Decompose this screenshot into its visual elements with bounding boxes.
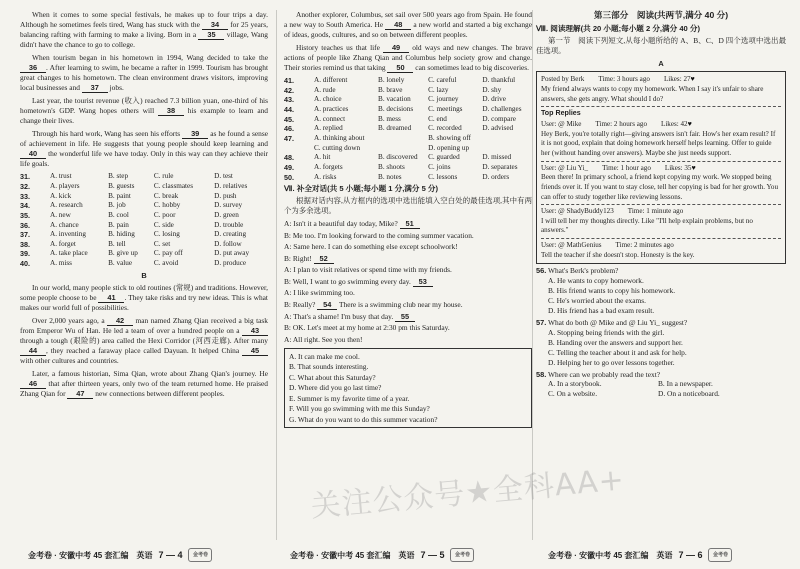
option: C. cutting down <box>314 143 361 152</box>
reply-text: Tell the teacher if she doesn't stop. Honesty is the key. <box>541 250 695 259</box>
option-row <box>20 249 268 259</box>
dialogue-text: B: Me too. I'm looking forward to the coming summer vacation. <box>284 230 474 240</box>
page-number: 7 — 4 <box>158 550 183 560</box>
option: D. separates <box>482 162 518 171</box>
option: B. mess <box>378 114 401 123</box>
questions <box>536 266 786 399</box>
option: A. miss <box>50 259 72 268</box>
box-option: C. What about this Saturday? <box>289 372 376 382</box>
footer-text: 金考卷 · 安徽中考 45 套汇编 英语 <box>290 550 415 560</box>
option: B. hiding <box>108 230 135 239</box>
question-number: 37. <box>20 230 30 240</box>
option: C. Telling the teacher about it and ask for help. <box>548 347 687 357</box>
option: C. set <box>153 239 171 248</box>
dialogue-text: A: I plan to visit relatives or spend time with my friends. <box>284 265 452 275</box>
question-number: 57. <box>536 317 547 327</box>
option: A. forgets <box>314 162 343 171</box>
option: D. survey <box>214 201 243 210</box>
section-intro: 第一节 阅读下列短文,从每小题所给的 A、B、C、D 四个选项中选出最佳选项。 <box>536 35 786 55</box>
post-author: Posted by Berk <box>541 75 585 84</box>
reply-meta <box>541 207 781 217</box>
option: A. chance <box>50 220 79 229</box>
option-row <box>284 115 532 125</box>
question-number: 45. <box>284 114 294 124</box>
box-option: E. Summer is my favorite time of a year. <box>289 393 410 403</box>
options-box <box>284 348 532 427</box>
blank-38: 38 <box>158 107 184 116</box>
option-row <box>20 201 268 211</box>
dialogue-line <box>284 335 532 345</box>
option-row <box>284 153 532 163</box>
box-option: B. That sounds interesting. <box>289 362 369 372</box>
option: C. avoid <box>153 259 179 268</box>
blank-53: 53 <box>413 278 433 287</box>
dialogue-text: B: Right! <box>284 253 314 263</box>
option: A. In a storybook. <box>548 379 602 389</box>
option: D. produce <box>214 259 247 268</box>
option-row <box>20 182 268 192</box>
option: B. tell <box>108 239 126 248</box>
paragraph: Last year, the tourist revenue (收入) reached 7.3 billion yuan, one-third of his hometown's GDP. Wang hopes others will 38 his example to learn and change their lives. <box>20 96 268 126</box>
question-number: 42. <box>284 85 294 95</box>
dialogue-text: There is a swimming club near my house. <box>337 299 463 309</box>
question-number: 44. <box>284 105 294 115</box>
blank-47: 47 <box>67 390 93 399</box>
options-table <box>284 76 532 182</box>
blank-42: 42 <box>107 317 133 326</box>
reply-time: Time: 2 hours ago <box>595 120 647 129</box>
box-option: F. Will you go swimming with me this Sunday? <box>289 404 430 414</box>
dialogue-line <box>284 323 532 333</box>
question-number: 32. <box>20 182 30 191</box>
option: D. thankful <box>482 76 516 85</box>
option: A. forget <box>50 239 76 248</box>
blank-51: 51 <box>400 220 420 229</box>
option-row <box>284 124 532 134</box>
option: C. recorded <box>428 124 462 133</box>
option-row <box>284 144 532 154</box>
option: B. paint <box>108 191 131 200</box>
post-meta <box>541 75 781 85</box>
blank-48: 48 <box>385 21 411 30</box>
option: C. lessons <box>428 172 458 181</box>
option: B. dreamed <box>378 124 412 133</box>
divider <box>541 106 781 107</box>
option: D. creating <box>214 230 247 239</box>
question-text: Where can we probably read the text? <box>548 369 661 379</box>
replies-heading: Top Replies <box>541 109 581 118</box>
option: D. His friend has a bad exam result. <box>548 306 655 316</box>
option: D. advised <box>482 124 514 133</box>
blank-54: 54 <box>317 301 337 310</box>
option: B. His friend wants to copy his homework. <box>548 286 676 296</box>
reply-text: I will tell her my thoughts directly. Like "I'll help explain problems, but no answers." <box>541 216 753 235</box>
option: C. joins <box>428 162 451 171</box>
post-text: My friend always wants to copy my homework. When I say it's unfair to share answers, she gets angry. What should I do? <box>541 85 764 103</box>
blank-43: 43 <box>242 327 268 336</box>
reply-meta <box>541 120 781 130</box>
option: C. careful <box>428 76 457 85</box>
dialogue-line <box>284 254 532 264</box>
option-row <box>284 76 532 86</box>
dialogue-line <box>284 312 532 322</box>
options-table <box>20 172 268 268</box>
option: C. poor <box>153 210 176 219</box>
question-number: 48. <box>284 153 294 163</box>
option: B. Handing over the answers and support her. <box>548 337 683 347</box>
option: D. follow <box>214 239 242 248</box>
question-number: 50. <box>284 172 294 182</box>
dialogue-text: B: OK. Let's meet at my home at 2:30 pm this Saturday. <box>284 323 450 333</box>
option: C. rule <box>153 172 174 181</box>
blank-44: 44 <box>20 347 46 356</box>
option: D. shy <box>482 85 502 94</box>
divider <box>541 161 781 162</box>
divider <box>541 238 781 239</box>
dialogue-text: B: Really? <box>284 299 318 309</box>
dialogue-line <box>284 288 532 298</box>
option-row <box>20 221 268 231</box>
option <box>482 144 532 154</box>
question <box>536 370 786 380</box>
option: B. brave <box>378 85 403 94</box>
option: C. On a website. <box>548 389 598 399</box>
option: A. rude <box>314 85 336 94</box>
option: C. lazy <box>428 85 449 94</box>
option: D. relatives <box>214 182 248 190</box>
reply-meta <box>541 241 781 251</box>
option-row <box>20 172 268 182</box>
dialogue-text: A: I like swimming too. <box>284 288 355 298</box>
option-row <box>284 173 532 183</box>
option: B. guests <box>108 182 135 190</box>
option-row <box>284 163 532 173</box>
dialogue-line <box>284 277 532 287</box>
forum-box <box>536 71 786 264</box>
paragraph: Later, a famous historian, Sima Qian, wrote about Zhang Qian's journey. He 46 that after thirteen years, only two of the team returned home. He praised Zhang Qian for 47 new connections between different peoples. <box>20 368 268 398</box>
reply-likes <box>665 164 696 174</box>
heart-icon: ♥ <box>691 163 696 172</box>
paragraph: Over 2,000 years ago, a 42 man named Zhang Qian received a big task from Emperor Wu of Han. He led a team of over a hundred people on a 43 through a tough (艰险的) area called the Hexi Corridor (河西走廊). After many 44 , they reached a faraway place called Dayuan. It helped China 45 with other cultures and countries. <box>20 315 268 366</box>
option: A. practices <box>314 105 349 114</box>
option: C. guarded <box>428 153 460 162</box>
reply-text: Hey Berk, you're totally right—giving answers isn't fair. How's her exam result? If it is not good, explain that doing homework herself helps learning. Offer to guide her (without handing over answers). Maybe she just needs support. <box>541 129 776 157</box>
option: B. showing off <box>428 134 471 143</box>
option-row <box>20 192 268 202</box>
footer-text: 金考卷 · 安徽中考 45 套汇编 英语 <box>28 550 153 560</box>
option: C. pay off <box>153 249 183 258</box>
reply-time: Time: 1 hour ago <box>602 163 651 172</box>
column-divider <box>276 10 277 540</box>
option: A. thinking about <box>314 134 365 143</box>
box-option: A. It can make me cool. <box>289 351 360 361</box>
question-number: 41. <box>284 76 294 86</box>
option: D. challenges <box>482 105 522 114</box>
option: A. kick <box>50 191 72 200</box>
question-number: 38. <box>20 239 30 249</box>
option: A. inventing <box>50 230 86 239</box>
blank-45: 45 <box>242 347 268 356</box>
question-text: What's Berk's problem? <box>548 266 619 276</box>
option: D. missed <box>482 153 512 162</box>
option: C. break <box>153 191 179 200</box>
option <box>482 134 532 144</box>
likes-count: Likes: 42 <box>661 120 688 129</box>
option: C. He's worried about the exams. <box>548 296 647 306</box>
post-likes: Likes: 27♥ <box>663 75 695 84</box>
paragraph: When it comes to some special festivals, he makes up to four trips a day. Although he sometimes feels tired, Wang has stuck with the 34 for 25 years, balancing rafting with farming to make a living. Born in a 35 village, Wang didn't have the chance to go to college. <box>20 10 268 50</box>
question-number: 49. <box>284 162 294 172</box>
reply-likes <box>661 120 692 130</box>
dialogue-text: A: All right. See you then! <box>284 334 363 344</box>
reply-meta <box>541 164 781 174</box>
question <box>536 266 786 276</box>
option: B. job <box>108 201 126 210</box>
option: A. trust <box>50 172 72 181</box>
dialogue-line <box>284 219 532 229</box>
blank-37: 37 <box>82 84 108 93</box>
option: A. connect <box>314 114 346 123</box>
option <box>378 134 428 144</box>
option: A. research <box>50 201 83 210</box>
option: B. discovered <box>378 153 418 162</box>
option: A. take place <box>50 249 88 258</box>
question-number: 56. <box>536 266 547 276</box>
option: D. Helping her to go over lessons together. <box>548 357 675 367</box>
option: B. notes <box>378 172 402 181</box>
watermark: 关注公众号★全科AA+ <box>309 462 627 525</box>
option: A. new <box>50 210 71 219</box>
heart-icon: ♥ <box>690 75 695 84</box>
option: A. hit <box>314 153 331 162</box>
blank-40: 40 <box>20 150 46 159</box>
question-number: 31. <box>20 172 30 182</box>
option <box>378 144 428 154</box>
paragraph: Another explorer, Columbus, set sail over 500 years ago from Spain. He found a new way to South America. He 48 a new world and started a big exchange of ideas, goods, cultures, and so on between different peoples. <box>284 10 532 40</box>
question-number: 36. <box>20 220 30 230</box>
option: A. different <box>314 76 348 85</box>
blank-49: 49 <box>383 44 409 53</box>
option-row <box>284 134 532 144</box>
logo-icon: 金考卷 <box>188 548 212 562</box>
footer <box>548 548 732 562</box>
option-row <box>284 86 532 96</box>
box-option: D. Where did you go last time? <box>289 383 382 393</box>
option: D. green <box>214 210 239 219</box>
reply-user: User: @ Liu Yi_ <box>541 163 589 172</box>
option-row <box>284 95 532 105</box>
option: D. trouble <box>214 220 244 229</box>
option: A. risks <box>314 172 337 181</box>
option: B. value <box>108 259 133 268</box>
question-number: 46. <box>284 124 294 134</box>
option: C. end <box>428 114 447 123</box>
dialogue-line <box>284 300 532 310</box>
option-row <box>20 230 268 240</box>
question-number: 39. <box>20 249 30 259</box>
paragraph: In our world, many people stick to old routines (常规) and traditions. However, some people choose to be 41 . They take risks and try new ideas. This is what makes our world full of possibilities. <box>20 282 268 312</box>
footer <box>28 548 212 562</box>
likes-count: Likes: 35 <box>664 163 692 172</box>
footer <box>290 548 474 562</box>
section-title: Ⅶ. 补全对话(共 5 小题;每小题 1 分,满分 5 分) <box>284 184 439 194</box>
question-number: 34. <box>20 201 30 211</box>
option: D. test <box>214 172 233 181</box>
question-text: What do both @ Mike and @ Liu Yi_ suggest? <box>548 317 688 327</box>
dialogue-text: A: Same here. I can do something else except schoolwork! <box>284 242 458 252</box>
question-number: 33. <box>20 191 30 201</box>
logo-icon: 金考卷 <box>450 548 474 562</box>
blank-39: 39 <box>182 130 208 139</box>
option: A. players <box>50 182 80 190</box>
logo-icon: 金考卷 <box>708 548 732 562</box>
option: A. Stopping being friends with the girl. <box>548 327 665 337</box>
section-letter: A <box>658 58 664 68</box>
option: B. lonely <box>378 76 405 85</box>
column-right <box>536 10 786 399</box>
dialogue-text: A: That's a shame! I'm busy that day. <box>284 311 396 321</box>
dialogue-line <box>284 242 532 252</box>
option: C. journey <box>428 95 459 104</box>
option: B. give up <box>108 249 138 258</box>
question-number: 47. <box>284 134 294 144</box>
blank-55: 55 <box>395 313 415 322</box>
option: C. hobby <box>153 201 181 210</box>
blank-46: 46 <box>20 380 46 389</box>
reply-text: Been there! In primary school, a friend kept copying my work. We stopped being friends over it. If you want to stay close, tell her copying is bad for her growth. You can offer to study together like reviewing lessons. <box>541 173 779 201</box>
blank-34: 34 <box>202 21 228 30</box>
box-option: G. What do you want to do this summer vacation? <box>289 414 438 424</box>
option: B. vacation <box>378 95 411 104</box>
option: C. classmates <box>153 182 194 190</box>
section-instructions: 根据对话内容,从方框内的选项中选出能填入空白处的最佳选项,其中有两个为多余选项。 <box>284 196 532 216</box>
option: B. step <box>108 172 129 181</box>
blank-36: 36 <box>20 64 46 73</box>
dialogue <box>284 219 532 344</box>
option: B. pain <box>108 220 129 229</box>
paragraph: Through his hard work, Wang has seen his efforts 39 as he found a sense of achievement in life. He suggests that young people should keep learning and 40 the wonderful life we have today. Only in this way can they achieve their life goals. <box>20 129 268 169</box>
dialogue-line <box>284 265 532 275</box>
option: C. side <box>153 220 174 229</box>
reply-user: User: @ Mike <box>541 120 582 129</box>
replies-list <box>541 120 781 260</box>
question-number: 35. <box>20 210 30 220</box>
dialogue-text: B: Well, I want to go swimming every day. <box>284 276 413 286</box>
dialogue-text: A: Isn't it a beautiful day today, Mike? <box>284 219 400 229</box>
blank-41: 41 <box>98 294 124 303</box>
option-row <box>20 240 268 250</box>
page-number: 7 — 5 <box>420 550 445 560</box>
dialogue-line <box>284 231 532 241</box>
paragraph: History teaches us that life 49 old ways and new changes. The brave actions of people like Zhang Qian and Columbus help society grow and change. Their stories remind us that taking 50 can sometimes lead to big discoveries. <box>284 42 532 73</box>
option: A. choice <box>314 95 342 104</box>
option: D. opening up <box>428 143 470 152</box>
option: D. On a noticeboard. <box>658 389 720 399</box>
option: D. push <box>214 191 237 200</box>
paragraph: When tourism began in his hometown in 1994, Wang decided to take the 36 . After learning to swim, he became a rafter in 1999. Tourism has brought great changes to his hometown. The clean environment draws visitors, improving local businesses and 37 jobs. <box>20 53 268 93</box>
reply-time: Time: 1 minute ago <box>627 207 684 216</box>
blank-35: 35 <box>198 31 224 40</box>
section-title: Ⅷ. 阅读理解(共 20 小题;每小题 2 分,满分 40 分) <box>536 23 701 33</box>
post-time: Time: 3 hours ago <box>598 75 650 84</box>
option-row <box>20 259 268 269</box>
heart-icon: ♥ <box>687 120 692 129</box>
option: D. compare <box>482 114 516 123</box>
divider <box>541 204 781 205</box>
question-number: 40. <box>20 259 30 269</box>
option: D. drive <box>482 95 506 104</box>
reply-time: Time: 2 minutes ago <box>615 241 674 250</box>
question-number <box>284 144 314 154</box>
option-row <box>536 379 786 389</box>
option: D. put away <box>214 249 250 258</box>
option-row <box>20 211 268 221</box>
part-title: 第三部分 阅读(共两节,满分 40 分) <box>593 10 729 20</box>
page-number: 7 — 6 <box>678 550 703 560</box>
footer-text: 金考卷 · 安徽中考 45 套汇编 英语 <box>548 550 673 560</box>
column-left <box>20 10 268 402</box>
option: C. losing <box>153 230 180 239</box>
section-letter: B <box>141 270 147 280</box>
reply-user: User: @ ShadyBuddy123 <box>541 207 614 216</box>
option: A. He wants to copy homework. <box>548 276 644 286</box>
column-divider <box>532 10 533 540</box>
column-middle <box>284 10 532 428</box>
option: B. cool <box>108 210 129 219</box>
blank-52: 52 <box>314 255 334 264</box>
option: C. meetings <box>428 105 463 114</box>
option: A. replied <box>314 124 343 133</box>
option: B. decisions <box>378 105 414 114</box>
question-number: 58. <box>536 369 547 379</box>
reply-user: User: @ MathGenius <box>541 241 602 250</box>
option: B. In a newspaper. <box>658 379 713 389</box>
option: D. orders <box>482 172 510 181</box>
question-number: 43. <box>284 95 294 105</box>
question <box>536 318 786 328</box>
option-row <box>284 105 532 115</box>
blank-50: 50 <box>387 64 413 73</box>
option-row <box>536 389 786 399</box>
option: B. shoots <box>378 162 405 171</box>
